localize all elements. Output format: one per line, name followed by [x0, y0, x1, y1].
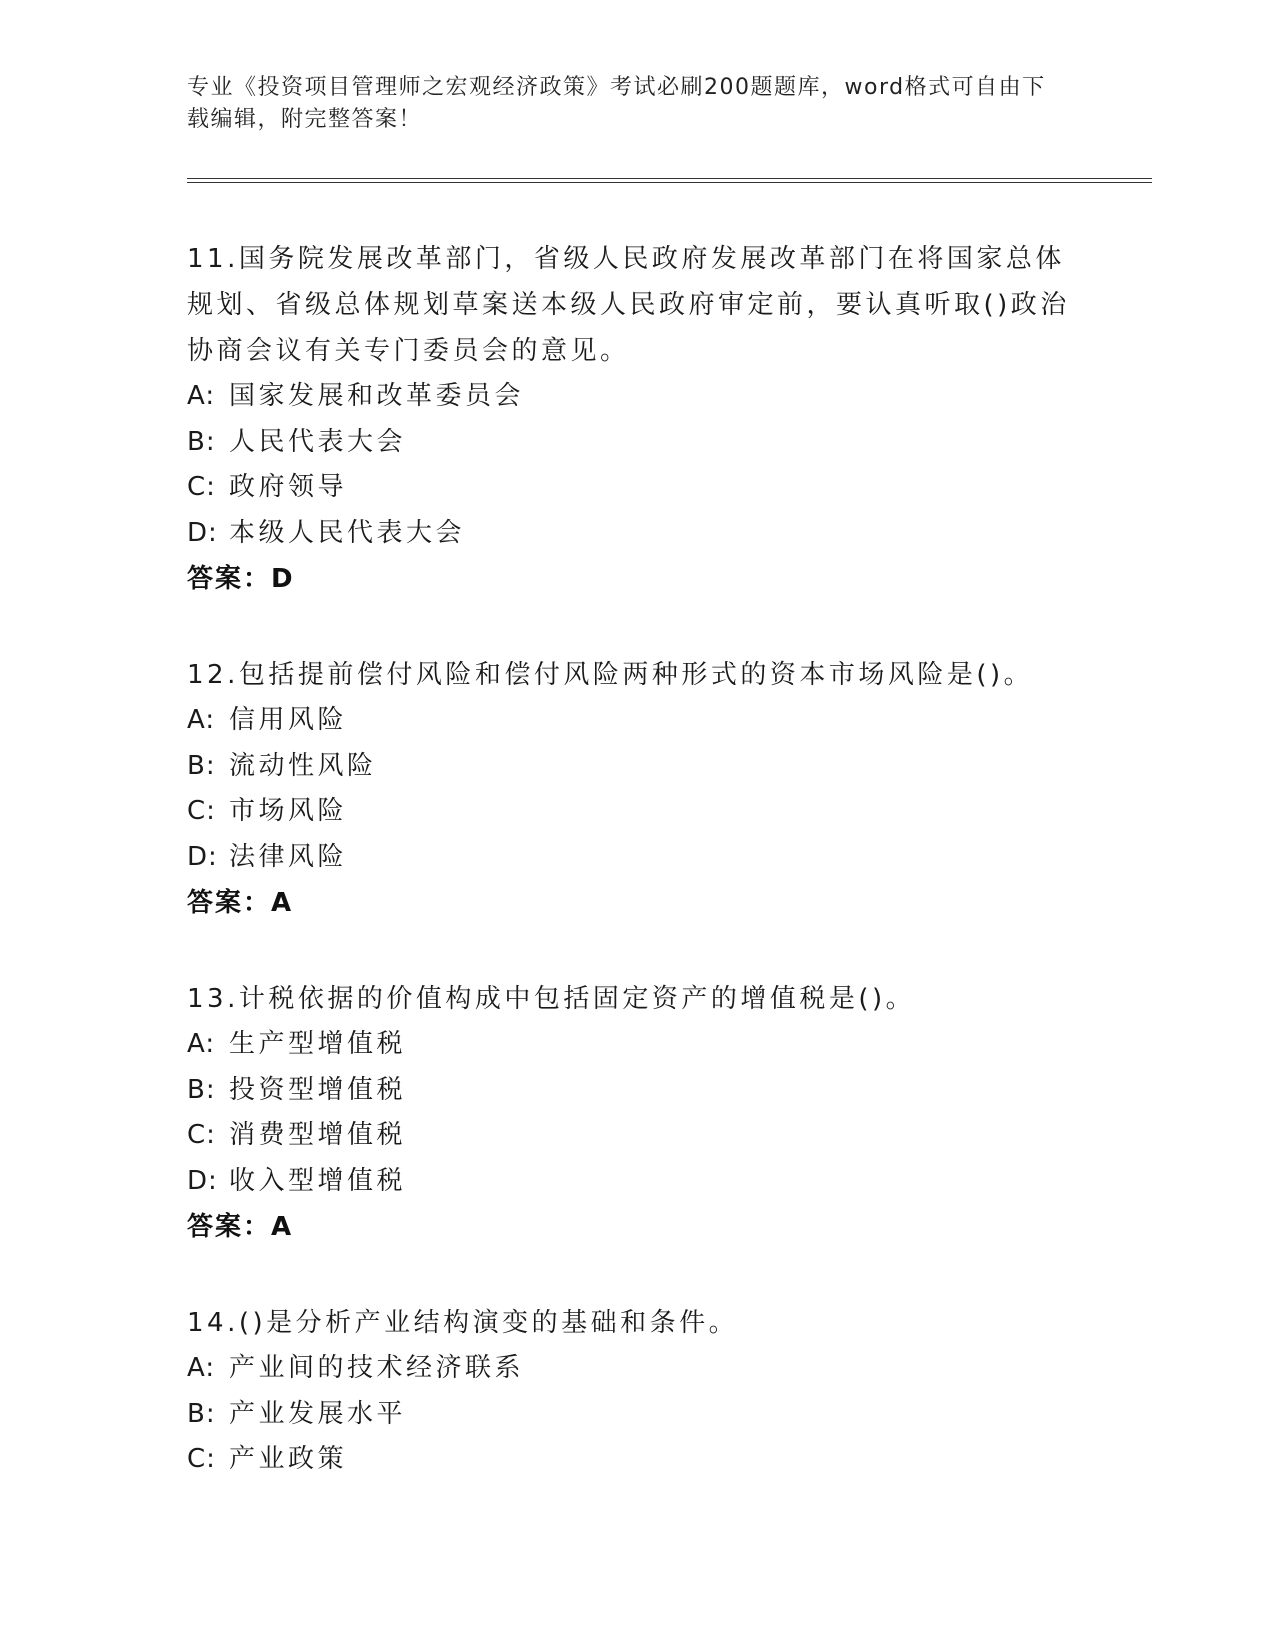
- answer-option: [187, 1437, 1087, 1483]
- document-header: 专业《投资项目管理师之宏观经济政策》考试必刷200题题库，word格式可自由下载编辑，附完整答案！: [187, 75, 1046, 132]
- option-letter: A:: [187, 1353, 216, 1383]
- answer-key: 答案：D: [187, 564, 295, 594]
- option-text: 政府领导: [229, 472, 348, 502]
- answer-option: [187, 1346, 1087, 1392]
- question-block: [187, 652, 1087, 926]
- answer-option: [187, 1159, 1087, 1205]
- option-text: 人民代表大会: [229, 426, 407, 457]
- option-letter: D:: [187, 841, 218, 872]
- option-letter: A:: [187, 381, 216, 411]
- option-text: 生产型增值税: [229, 1029, 407, 1059]
- option-text: 产业间的技术经济联系: [229, 1353, 525, 1383]
- answer-key: 答案：A: [187, 888, 294, 918]
- option-letter: A:: [187, 705, 216, 735]
- option-text: 市场风险: [229, 796, 348, 826]
- option-text: 流动性风险: [229, 750, 377, 781]
- option-letter: C:: [187, 1120, 216, 1150]
- option-text: 本级人民代表大会: [229, 517, 466, 548]
- option-letter: B:: [187, 750, 216, 781]
- answer-option: [187, 1022, 1087, 1068]
- answer-option: [187, 1392, 1087, 1438]
- answer-option: [187, 420, 1087, 466]
- option-letter: C:: [187, 472, 216, 502]
- option-text: 信用风险: [229, 705, 348, 735]
- option-letter: C:: [187, 796, 216, 826]
- option-letter: B:: [187, 426, 216, 457]
- question-block: [187, 1300, 1087, 1483]
- answer-option: [187, 1068, 1087, 1114]
- question-block: [187, 976, 1087, 1250]
- option-text: 国家发展和改革委员会: [229, 381, 525, 411]
- option-letter: B:: [187, 1074, 216, 1105]
- option-letter: D:: [187, 517, 218, 548]
- option-text: 收入型增值税: [229, 1165, 407, 1196]
- option-text: 产业政策: [229, 1444, 348, 1474]
- answer-option: [187, 744, 1087, 790]
- option-text: 投资型增值税: [229, 1074, 407, 1105]
- answer-option: [187, 511, 1087, 557]
- option-letter: B:: [187, 1398, 216, 1429]
- option-text: 产业发展水平: [229, 1398, 407, 1429]
- option-text: 消费型增值税: [229, 1120, 407, 1150]
- option-text: 法律风险: [229, 841, 348, 872]
- question-text: 13.计税依据的价值构成中包括固定资产的增值税是()。: [187, 984, 916, 1014]
- option-letter: D:: [187, 1165, 218, 1196]
- answer-option: [187, 374, 1087, 420]
- answer-option: [187, 835, 1087, 881]
- question-text: 14.()是分析产业结构演变的基础和条件。: [187, 1308, 739, 1338]
- option-letter: C:: [187, 1444, 216, 1474]
- question-list: [187, 236, 1087, 1533]
- question-text: 11.国务院发展改革部门，省级人民政府发展改革部门在将国家总体规划、省级总体规划草案送本级人民政府审定前，要认真听取()政治协商会议有关专门委员会的意见。: [187, 244, 1070, 366]
- answer-key: 答案：A: [187, 1212, 294, 1242]
- answer-option: [187, 789, 1087, 835]
- question-block: [187, 236, 1087, 602]
- answer-option: [187, 698, 1087, 744]
- option-letter: A:: [187, 1029, 216, 1059]
- answer-option: [187, 1113, 1087, 1159]
- question-text: 12.包括提前偿付风险和偿付风险两种形式的资本市场风险是()。: [187, 660, 1034, 690]
- answer-option: [187, 465, 1087, 511]
- header-divider: [187, 178, 1152, 183]
